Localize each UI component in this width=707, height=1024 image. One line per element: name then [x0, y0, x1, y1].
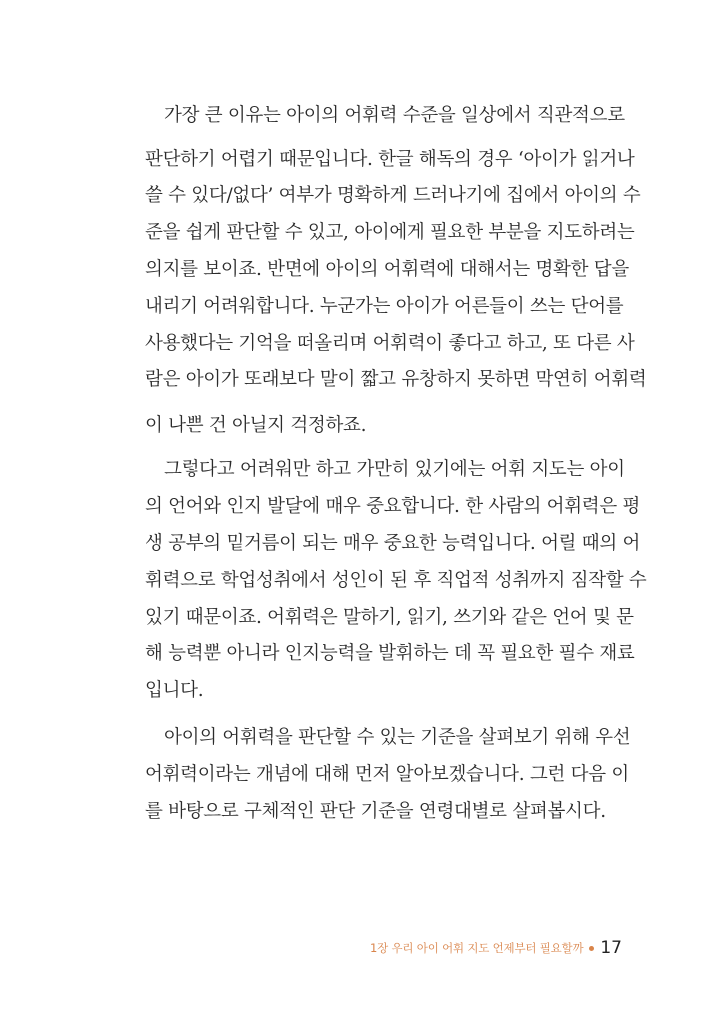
bullet-dot-icon [589, 946, 594, 951]
paragraph-2-line-2: 의 언어와 인지 발달에 매우 중요합니다. 한 사람의 어휘력은 평 [145, 496, 641, 517]
paragraph-2-line-7: 입니다. [145, 680, 204, 701]
paragraph-2-line-3: 생 공부의 밑거름이 되는 매우 중요한 능력입니다. 어릴 때의 어 [145, 533, 641, 554]
paragraph-1-line-9: 이 나쁜 건 아닐지 걱정하죠. [145, 415, 367, 436]
paragraph-1-line-2: 판단하기 어렵기 때문입니다. 한글 해독의 경우 ‘아이가 읽거나 [145, 149, 635, 170]
paragraph-1-line-1: 가장 큰 이유는 아이의 어휘력 수준을 일상에서 직관적으로 [164, 105, 625, 126]
paragraph-2-line-1: 그렇다고 어려워만 하고 가만히 있기에는 어휘 지도는 아이 [164, 459, 625, 480]
paragraph-1-line-3: 쓸 수 있다/없다’ 여부가 명확하게 드러나기에 집에서 아이의 수 [145, 185, 641, 206]
paragraph-1-line-4: 준을 쉽게 판단할 수 있고, 아이에게 필요한 부분을 지도하려는 [145, 222, 635, 243]
chapter-title: 1장 우리 아이 어휘 지도 언제부터 필요할까 [370, 941, 584, 955]
paragraph-2-line-5: 있기 때문이죠. 어휘력은 말하기, 읽기, 쓰기와 같은 언어 및 문 [145, 607, 634, 628]
page-number: 17 [600, 938, 622, 958]
paragraph-1-line-6: 내리기 어려워합니다. 누군가는 아이가 어른들이 쓰는 단어를 [145, 296, 624, 317]
paragraph-1-line-7: 사용했다는 기억을 떠올리며 어휘력이 좋다고 하고, 또 다른 사 [145, 333, 635, 354]
paragraph-2-line-6: 해 능력뿐 아니라 인지능력을 발휘하는 데 꼭 필요한 필수 재료 [145, 643, 635, 664]
paragraph-1-line-8: 람은 아이가 또래보다 말이 짧고 유창하지 못하면 막연히 어휘력 [145, 369, 647, 390]
paragraph-3-line-1: 아이의 어휘력을 판단할 수 있는 기준을 살펴보기 위해 우선 [164, 727, 631, 748]
paragraph-3-line-3: 를 바탕으로 구체적인 판단 기준을 연령대별로 살펴봅시다. [145, 801, 606, 822]
paragraph-1-line-5: 의지를 보이죠. 반면에 아이의 어휘력에 대해서는 명확한 답을 [145, 259, 629, 280]
page-footer [370, 938, 622, 958]
paragraph-2-line-4: 휘력으로 학업성취에서 성인이 된 후 직업적 성취까지 짐작할 수 [145, 570, 647, 591]
paragraph-3-line-2: 어휘력이라는 개념에 대해 먼저 알아보겠습니다. 그런 다음 이 [145, 764, 629, 785]
